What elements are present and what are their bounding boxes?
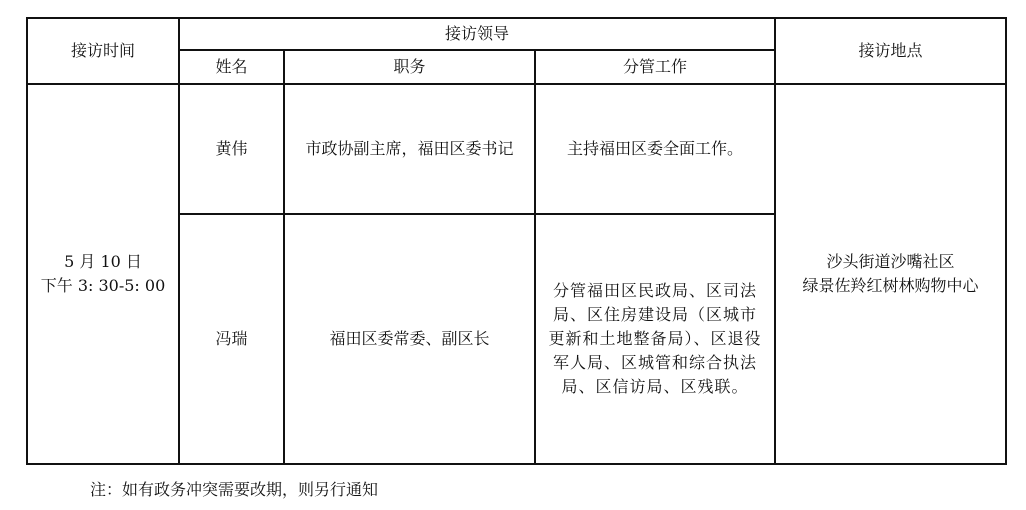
footnote: 注：如有政务冲突需要改期，则另行通知: [90, 480, 379, 499]
header-reception-location: 接访地点: [775, 18, 1006, 84]
reception-location-cell: [775, 84, 1006, 464]
header-reception-time: 接访时间: [27, 18, 179, 84]
leader-name: 黄伟: [179, 84, 284, 214]
reception-time-cell: [27, 84, 179, 464]
leader-position: 福田区委常委、副区长: [284, 214, 535, 464]
duties-line: 主持福田区委全面工作。: [567, 139, 744, 158]
duties-line: 军人局、区城管和综合执法: [553, 353, 758, 372]
leader-duties: [535, 214, 775, 464]
leader-name: 冯瑞: [179, 214, 284, 464]
reception-hours: 下午 3: 30-5: 00: [40, 276, 166, 295]
duties-line: 局、区信访局、区残联。: [561, 377, 749, 396]
reception-schedule-table: [26, 17, 1007, 465]
duties-line: 更新和土地整备局）、区退役: [548, 329, 762, 348]
location-line-1: 沙头街道沙嘴社区: [826, 252, 955, 271]
header-name: 姓名: [179, 50, 284, 84]
reception-date: 5 月 10 日: [64, 252, 142, 271]
table-row: [27, 84, 1006, 214]
header-position: 职务: [284, 50, 535, 84]
location-line-2: 绿景佐羚红树林购物中心: [802, 276, 979, 295]
header-duties: 分管工作: [535, 50, 775, 84]
duties-line: 局、区住房建设局（区城市: [553, 305, 758, 324]
duties-line: 分管福田区民政局、区司法: [553, 281, 758, 300]
leader-duties: [535, 84, 775, 214]
leader-position: 市政协副主席，福田区委书记: [284, 84, 535, 214]
header-reception-leaders: 接访领导: [179, 18, 775, 50]
header-row-main: [27, 18, 1006, 50]
